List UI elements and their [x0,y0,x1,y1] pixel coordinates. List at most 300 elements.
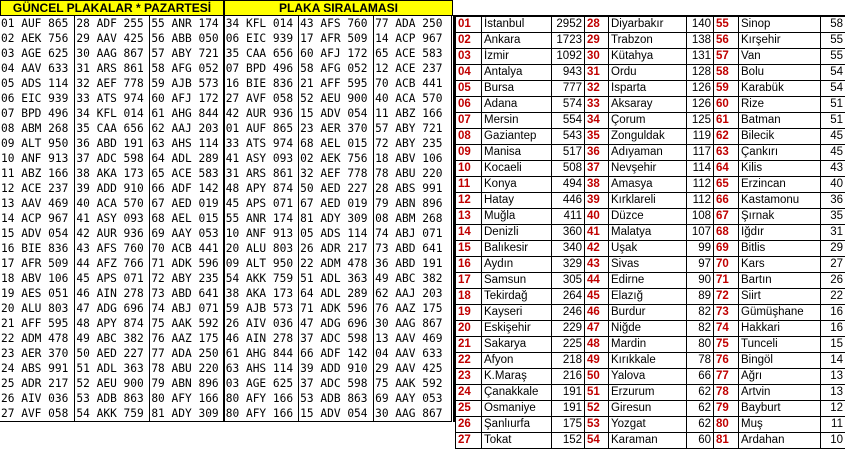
plate-cell[interactable]: 21 AFF 595 [0,316,75,331]
rank-number[interactable]: 70 [714,257,739,273]
plate-cell[interactable]: 16 BIE 836 [224,76,299,91]
plate-cell[interactable]: 81 ADY 309 [150,406,224,422]
plate-count[interactable]: 229 [552,321,585,337]
city-name[interactable]: Nevşehir [609,161,687,177]
rank-number[interactable]: 24 [456,385,482,401]
plate-cell[interactable]: 49 ABC 382 [374,271,452,286]
city-name[interactable]: Mardin [609,337,687,353]
city-name[interactable]: Trabzon [609,33,687,49]
plate-count[interactable]: 131 [687,49,714,65]
rank-number[interactable]: 44 [585,273,609,289]
plate-count[interactable]: 1092 [552,49,585,65]
city-name[interactable]: Çorum [609,113,687,129]
rank-number[interactable]: 73 [714,305,739,321]
plate-count[interactable]: 54 [821,65,845,81]
plate-cell[interactable]: 68 AEL 015 [150,211,224,226]
plate-count[interactable]: 107 [687,225,714,241]
rank-number[interactable]: 36 [585,145,609,161]
city-name[interactable]: Rize [739,97,821,113]
city-name[interactable]: Çankırı [739,145,821,161]
plate-count[interactable]: 10 [821,433,845,449]
plate-count[interactable]: 191 [552,401,585,417]
rank-number[interactable]: 49 [585,353,609,369]
plate-count[interactable]: 82 [687,305,714,321]
rank-number[interactable]: 14 [456,225,482,241]
city-name[interactable]: Muğla [482,209,552,225]
plate-count[interactable]: 574 [552,97,585,113]
city-name[interactable]: Kastamonu [739,193,821,209]
city-name[interactable]: Batman [739,113,821,129]
city-name[interactable]: Düzce [609,209,687,225]
plate-cell[interactable]: 58 AFG 052 [150,61,224,76]
plate-count[interactable]: 152 [552,433,585,449]
plate-cell[interactable]: 45 APS 071 [75,271,150,286]
city-name[interactable]: Hatay [482,193,552,209]
plate-cell[interactable]: 10 ANF 913 [0,151,75,166]
rank-number[interactable]: 55 [714,17,739,33]
rank-number[interactable]: 78 [714,385,739,401]
rank-number[interactable]: 37 [585,161,609,177]
plate-cell[interactable]: 51 ADL 363 [299,271,374,286]
plate-count[interactable]: 60 [687,433,714,449]
rank-number[interactable]: 61 [714,113,739,129]
rank-number[interactable]: 66 [714,193,739,209]
plate-cell[interactable]: 04 AAV 633 [374,346,452,361]
plate-cell[interactable]: 49 ABC 382 [75,331,150,346]
city-name[interactable]: Konya [482,177,552,193]
rank-number[interactable]: 11 [456,177,482,193]
plate-count[interactable]: 777 [552,81,585,97]
plate-cell[interactable]: 11 ABZ 166 [0,166,75,181]
plate-count[interactable]: 246 [552,305,585,321]
rank-number[interactable]: 48 [585,337,609,353]
plate-cell[interactable]: 47 ADG 696 [299,316,374,331]
rank-number[interactable]: 06 [456,97,482,113]
plate-cell[interactable]: 37 ADC 598 [299,331,374,346]
plate-cell[interactable]: 10 ANF 913 [224,226,299,241]
plate-count[interactable]: 508 [552,161,585,177]
city-name[interactable]: Artvin [739,385,821,401]
rank-number[interactable]: 58 [714,65,739,81]
rank-number[interactable]: 27 [456,433,482,449]
city-name[interactable]: Şanlıurfa [482,417,552,433]
rank-number[interactable]: 28 [585,17,609,33]
plate-cell[interactable]: 30 AAG 867 [374,406,452,422]
rank-number[interactable]: 34 [585,113,609,129]
plate-cell[interactable]: 30 AAG 867 [374,316,452,331]
plate-count[interactable]: 80 [687,337,714,353]
city-name[interactable]: Bilecik [739,129,821,145]
city-name[interactable]: Kütahya [609,49,687,65]
plate-cell[interactable]: 81 ADY 309 [299,211,374,226]
plate-cell[interactable]: 39 ADD 910 [75,181,150,196]
rank-number[interactable]: 53 [585,417,609,433]
plate-cell[interactable]: 26 AIV 036 [0,391,75,406]
city-name[interactable]: Gümüşhane [739,305,821,321]
plate-cell[interactable]: 23 AER 370 [299,121,374,136]
plate-cell[interactable]: 38 AKA 173 [75,166,150,181]
plate-cell[interactable]: 79 ABN 896 [150,376,224,391]
plate-cell[interactable]: 07 BPD 496 [224,61,299,76]
plate-count[interactable]: 22 [821,289,845,305]
plate-count[interactable]: 140 [687,17,714,33]
plate-cell[interactable]: 28 ABS 991 [374,181,452,196]
city-name[interactable]: Tekirdağ [482,289,552,305]
plate-count[interactable]: 126 [687,97,714,113]
plate-cell[interactable]: 01 AUF 865 [0,16,75,31]
plate-cell[interactable]: 15 ADV 054 [299,406,374,422]
city-name[interactable]: Elazığ [609,289,687,305]
plate-count[interactable]: 43 [821,161,845,177]
rank-number[interactable]: 79 [714,401,739,417]
rank-number[interactable]: 35 [585,129,609,145]
rank-number[interactable]: 31 [585,65,609,81]
plate-cell[interactable]: 11 ABZ 166 [374,106,452,121]
city-name[interactable]: Erzincan [739,177,821,193]
plate-cell[interactable]: 73 ABD 641 [374,241,452,256]
plate-cell[interactable]: 76 AAZ 175 [374,301,452,316]
city-name[interactable]: Yalova [609,369,687,385]
city-name[interactable]: Karaman [609,433,687,449]
plate-cell[interactable]: 15 ADV 054 [299,106,374,121]
city-name[interactable]: Kocaeli [482,161,552,177]
city-name[interactable]: Van [739,49,821,65]
plate-count[interactable]: 13 [821,385,845,401]
plate-cell[interactable]: 29 AAV 425 [75,31,150,46]
city-name[interactable]: Bolu [739,65,821,81]
plate-cell[interactable]: 79 ABN 896 [374,196,452,211]
city-name[interactable]: Niğde [609,321,687,337]
city-name[interactable]: Ankara [482,33,552,49]
plate-cell[interactable]: 35 CAA 656 [75,121,150,136]
city-name[interactable]: Antalya [482,65,552,81]
city-name[interactable]: Aydın [482,257,552,273]
rank-number[interactable]: 46 [585,305,609,321]
rank-number[interactable]: 08 [456,129,482,145]
plate-cell[interactable]: 06 EIC 939 [0,91,75,106]
plate-count[interactable]: 360 [552,225,585,241]
plate-cell[interactable]: 32 AEF 778 [299,166,374,181]
plate-cell[interactable]: 63 AHS 114 [224,361,299,376]
plate-cell[interactable]: 60 AFJ 172 [299,46,374,61]
plate-cell[interactable]: 60 AFJ 172 [150,91,224,106]
city-name[interactable]: Giresun [609,401,687,417]
city-name[interactable]: Çanakkale [482,385,552,401]
plate-cell[interactable]: 22 ADM 478 [0,331,75,346]
plate-cell[interactable]: 69 AAY 053 [374,391,452,406]
city-name[interactable]: Sivas [609,257,687,273]
rank-number[interactable]: 76 [714,353,739,369]
plate-cell[interactable]: 77 ADA 250 [374,16,452,31]
city-name[interactable]: Osmaniye [482,401,552,417]
plate-cell[interactable]: 33 ATS 974 [224,136,299,151]
rank-number[interactable]: 02 [456,33,482,49]
rank-number[interactable]: 52 [585,401,609,417]
plate-cell[interactable]: 12 ACE 237 [0,181,75,196]
rank-number[interactable]: 15 [456,241,482,257]
plate-cell[interactable]: 62 AAJ 203 [150,121,224,136]
plate-cell[interactable]: 59 AJB 573 [150,76,224,91]
plate-cell[interactable]: 67 AED 019 [150,196,224,211]
city-name[interactable]: Diyarbakır [609,17,687,33]
plate-count[interactable]: 12 [821,401,845,417]
plate-count[interactable]: 494 [552,177,585,193]
plate-count[interactable]: 55 [821,49,845,65]
city-name[interactable]: Iğdır [739,225,821,241]
city-name[interactable]: Hakkari [739,321,821,337]
plate-count[interactable]: 26 [821,273,845,289]
plate-cell[interactable]: 53 ADB 863 [299,391,374,406]
plate-cell[interactable]: 07 BPD 496 [0,106,75,121]
plate-cell[interactable]: 72 ABY 235 [374,136,452,151]
plate-cell[interactable]: 72 ABY 235 [150,271,224,286]
plate-cell[interactable]: 43 AFS 760 [299,16,374,31]
plate-count[interactable]: 54 [821,81,845,97]
plate-count[interactable]: 112 [687,193,714,209]
plate-cell[interactable]: 70 ACB 441 [150,241,224,256]
plate-count[interactable]: 82 [687,321,714,337]
plate-cell[interactable]: 77 ADA 250 [150,346,224,361]
plate-cell[interactable]: 50 AED 227 [75,346,150,361]
city-name[interactable]: Malatya [609,225,687,241]
rank-number[interactable]: 30 [585,49,609,65]
rank-number[interactable]: 68 [714,225,739,241]
city-name[interactable]: Ordu [609,65,687,81]
plate-count[interactable]: 45 [821,145,845,161]
plate-count[interactable]: 128 [687,65,714,81]
plate-cell[interactable]: 70 ACB 441 [374,76,452,91]
plate-cell[interactable]: 03 AGE 625 [0,46,75,61]
plate-cell[interactable]: 17 AFR 509 [299,31,374,46]
plate-count[interactable]: 114 [687,161,714,177]
plate-count[interactable]: 31 [821,225,845,241]
plate-cell[interactable]: 37 ADC 598 [75,151,150,166]
plate-cell[interactable]: 22 ADM 478 [299,256,374,271]
rank-number[interactable]: 04 [456,65,482,81]
city-name[interactable]: Bingöl [739,353,821,369]
city-name[interactable]: Manisa [482,145,552,161]
plate-cell[interactable]: 35 CAA 656 [224,46,299,61]
plate-cell[interactable]: 78 ABU 220 [150,361,224,376]
city-name[interactable]: Isparta [609,81,687,97]
rank-number[interactable]: 41 [585,225,609,241]
plate-cell[interactable]: 47 ADG 696 [75,301,150,316]
plate-cell[interactable]: 48 APY 874 [75,316,150,331]
plate-cell[interactable]: 28 ADF 255 [75,16,150,31]
rank-number[interactable]: 72 [714,289,739,305]
plate-cell[interactable]: 65 ACE 583 [150,166,224,181]
plate-cell[interactable]: 09 ALT 950 [0,136,75,151]
plate-cell[interactable]: 29 AAV 425 [374,361,452,376]
rank-number[interactable]: 69 [714,241,739,257]
plate-cell[interactable]: 40 ACA 570 [75,196,150,211]
rank-number[interactable]: 57 [714,49,739,65]
plate-count[interactable]: 117 [687,145,714,161]
rank-number[interactable]: 75 [714,337,739,353]
plate-cell[interactable]: 05 ADS 114 [0,76,75,91]
plate-cell[interactable]: 42 AUR 936 [224,106,299,121]
plate-cell[interactable]: 37 ADC 598 [299,376,374,391]
rank-number[interactable]: 47 [585,321,609,337]
plate-cell[interactable]: 52 AEU 900 [75,376,150,391]
plate-count[interactable]: 119 [687,129,714,145]
plate-cell[interactable]: 68 AEL 015 [299,136,374,151]
plate-cell[interactable]: 55 ANR 174 [150,16,224,31]
rank-number[interactable]: 45 [585,289,609,305]
rank-number[interactable]: 63 [714,145,739,161]
city-name[interactable]: K.Maraş [482,369,552,385]
rank-number[interactable]: 07 [456,113,482,129]
plate-count[interactable]: 14 [821,353,845,369]
plate-cell[interactable]: 18 ABV 106 [0,271,75,286]
plate-cell[interactable]: 41 ASY 093 [224,151,299,166]
plate-count[interactable]: 62 [687,401,714,417]
plate-count[interactable]: 16 [821,321,845,337]
plate-cell[interactable]: 27 AVF 058 [0,406,75,422]
city-name[interactable]: Bartın [739,273,821,289]
city-name[interactable]: Karabük [739,81,821,97]
plate-cell[interactable]: 41 ASY 093 [75,211,150,226]
city-name[interactable]: Bitlis [739,241,821,257]
rank-number[interactable]: 25 [456,401,482,417]
plate-count[interactable]: 225 [552,337,585,353]
city-name[interactable]: Kırşehir [739,33,821,49]
plate-cell[interactable]: 50 AED 227 [299,181,374,196]
city-name[interactable]: Eskişehir [482,321,552,337]
city-name[interactable]: Ardahan [739,433,821,449]
plate-cell[interactable]: 19 AES 051 [0,286,75,301]
rank-number[interactable]: 19 [456,305,482,321]
plate-cell[interactable]: 69 AAY 053 [150,226,224,241]
plate-cell[interactable]: 74 ABJ 071 [150,301,224,316]
plate-cell[interactable]: 54 AKK 759 [75,406,150,422]
plate-cell[interactable]: 08 ABM 268 [374,211,452,226]
plate-cell[interactable]: 73 ABD 641 [150,286,224,301]
city-name[interactable]: Kars [739,257,821,273]
plate-cell[interactable]: 23 AER 370 [0,346,75,361]
plate-cell[interactable]: 46 AIN 278 [75,286,150,301]
plate-cell[interactable]: 48 APY 874 [224,181,299,196]
plate-count[interactable]: 2952 [552,17,585,33]
plate-cell[interactable]: 53 ADB 863 [75,391,150,406]
rank-number[interactable]: 59 [714,81,739,97]
rank-number[interactable]: 80 [714,417,739,433]
plate-cell[interactable]: 66 ADF 142 [150,181,224,196]
plate-cell[interactable]: 43 AFS 760 [75,241,150,256]
plate-cell[interactable]: 80 AFY 166 [224,406,299,422]
city-name[interactable]: Şırnak [739,209,821,225]
plate-cell[interactable]: 27 AVF 058 [224,91,299,106]
rank-number[interactable]: 67 [714,209,739,225]
rank-number[interactable]: 16 [456,257,482,273]
rank-number[interactable]: 17 [456,273,482,289]
plate-count[interactable]: 97 [687,257,714,273]
city-name[interactable]: Kırklareli [609,193,687,209]
plate-count[interactable]: 543 [552,129,585,145]
plate-count[interactable]: 554 [552,113,585,129]
city-name[interactable]: Adana [482,97,552,113]
plate-count[interactable]: 58 [821,17,845,33]
plate-cell[interactable]: 57 ABY 721 [374,121,452,136]
city-name[interactable]: Uşak [609,241,687,257]
plate-cell[interactable]: 44 AFZ 766 [75,256,150,271]
plate-cell[interactable]: 25 ADR 217 [0,376,75,391]
plate-count[interactable]: 191 [552,385,585,401]
rank-number[interactable]: 03 [456,49,482,65]
rank-number[interactable]: 22 [456,353,482,369]
plate-count[interactable]: 216 [552,369,585,385]
plate-cell[interactable]: 65 ACE 583 [374,46,452,61]
plate-count[interactable]: 108 [687,209,714,225]
rank-number[interactable]: 74 [714,321,739,337]
plate-cell[interactable]: 32 AEF 778 [75,76,150,91]
plate-cell[interactable]: 67 AED 019 [299,196,374,211]
plate-count[interactable]: 112 [687,177,714,193]
plate-count[interactable]: 45 [821,129,845,145]
rank-number[interactable]: 21 [456,337,482,353]
plate-cell[interactable]: 80 AFY 166 [150,391,224,406]
plate-cell[interactable]: 14 ACP 967 [374,31,452,46]
city-name[interactable]: Muş [739,417,821,433]
city-name[interactable]: Ağrı [739,369,821,385]
city-name[interactable]: Aksaray [609,97,687,113]
plate-cell[interactable]: 39 ADD 910 [299,361,374,376]
rank-number[interactable]: 77 [714,369,739,385]
rank-number[interactable]: 40 [585,209,609,225]
rank-number[interactable]: 32 [585,81,609,97]
plate-cell[interactable]: 63 AHS 114 [150,136,224,151]
plate-count[interactable]: 27 [821,257,845,273]
plate-count[interactable]: 517 [552,145,585,161]
plate-count[interactable]: 55 [821,33,845,49]
plate-cell[interactable]: 34 KFL 014 [224,16,299,31]
plate-count[interactable]: 36 [821,193,845,209]
plate-cell[interactable]: 13 AAV 469 [0,196,75,211]
plate-cell[interactable]: 17 AFR 509 [0,256,75,271]
rank-number[interactable]: 71 [714,273,739,289]
plate-count[interactable]: 51 [821,97,845,113]
plate-cell[interactable]: 30 AAG 867 [75,46,150,61]
plate-cell[interactable]: 66 ADF 142 [299,346,374,361]
plate-cell[interactable]: 76 AAZ 175 [150,331,224,346]
plate-cell[interactable]: 38 AKA 173 [224,286,299,301]
plate-count[interactable]: 125 [687,113,714,129]
plate-cell[interactable]: 05 ADS 114 [299,226,374,241]
plate-count[interactable]: 40 [821,177,845,193]
rank-number[interactable]: 39 [585,193,609,209]
rank-number[interactable]: 56 [714,33,739,49]
plate-count[interactable]: 16 [821,305,845,321]
rank-number[interactable]: 18 [456,289,482,305]
plate-count[interactable]: 62 [687,385,714,401]
city-name[interactable]: Tunceli [739,337,821,353]
city-name[interactable]: Erzurum [609,385,687,401]
rank-number[interactable]: 60 [714,97,739,113]
city-name[interactable]: Tokat [482,433,552,449]
plate-cell[interactable]: 15 ADV 054 [0,226,75,241]
plate-cell[interactable]: 59 AJB 573 [224,301,299,316]
plate-cell[interactable]: 34 KFL 014 [75,106,150,121]
city-name[interactable]: Adıyaman [609,145,687,161]
rank-number[interactable]: 33 [585,97,609,113]
plate-cell[interactable]: 33 ATS 974 [75,91,150,106]
plate-cell[interactable]: 80 AFY 166 [224,391,299,406]
plate-cell[interactable]: 75 AAK 592 [150,316,224,331]
plate-count[interactable]: 15 [821,337,845,353]
rank-number[interactable]: 29 [585,33,609,49]
city-name[interactable]: Kilis [739,161,821,177]
plate-cell[interactable]: 64 ADL 289 [299,286,374,301]
